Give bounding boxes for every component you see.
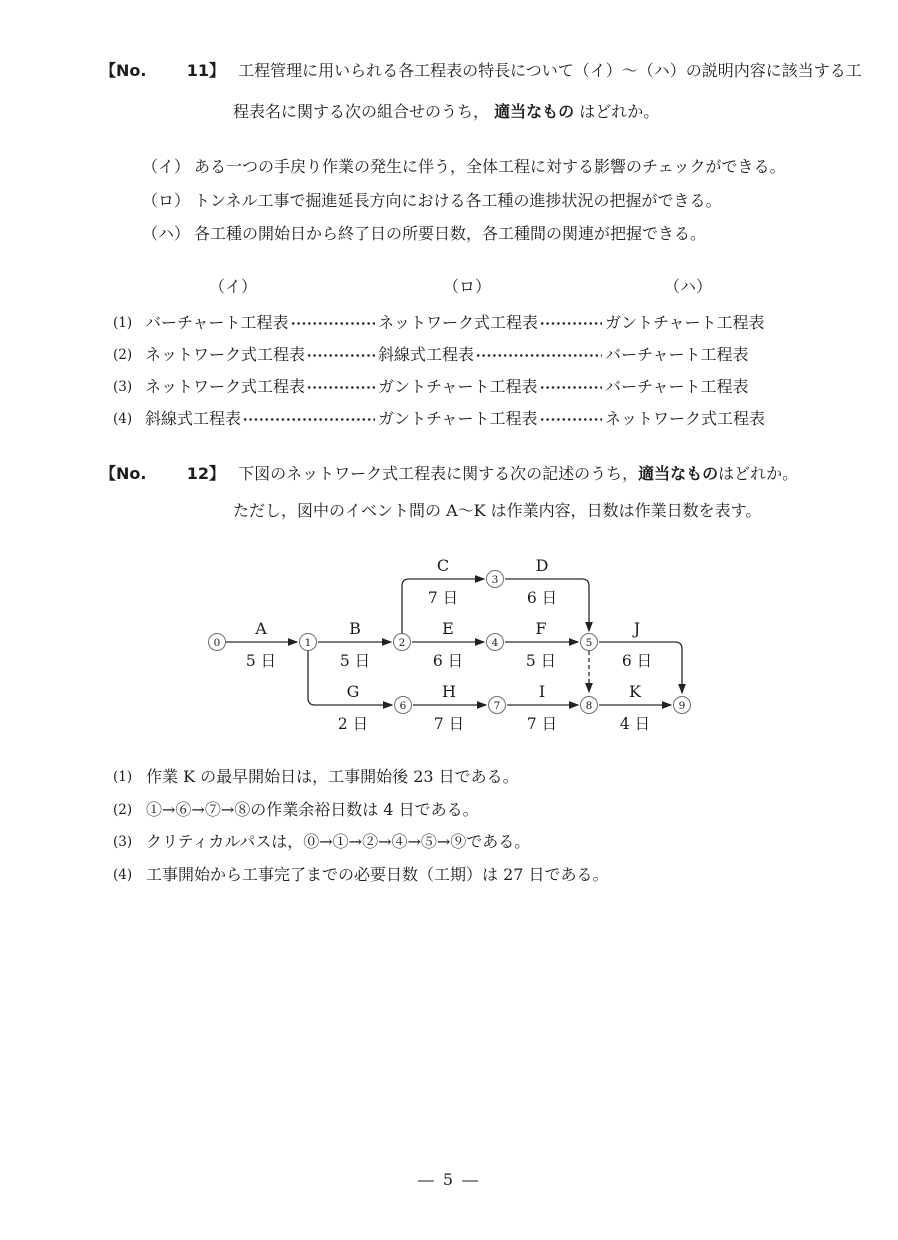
statement-ha-text: 各工種の開始日から終了日の所要日数，各工種間の関連が把握できる。 [194, 224, 707, 243]
q12-statement-3-text: クリティカルパスは，⓪→①→②→④→⑤→⑨である。 [146, 832, 531, 851]
activity-I-duration: 7 日 [526, 715, 558, 733]
activity-A-label: A [255, 619, 267, 638]
question-11-text-line1: 工程管理に用いられる各工程表の特長について（イ）～（ハ）の説明内容に該当する工 [238, 61, 862, 80]
question-11-emphasis: 適当なもの [494, 102, 575, 121]
option-4-number: (4) [113, 411, 133, 427]
activity-G-label: G [346, 682, 360, 701]
option-2-chart-ha: バーチャート工程表 [605, 345, 749, 364]
activity-B-duration: 5 日 [339, 652, 371, 670]
option-2-chart-ro: 斜線式工程表 [378, 345, 475, 364]
dot-leader [307, 352, 375, 359]
activity-D-label: D [535, 556, 549, 575]
activity-B-label: B [349, 619, 361, 638]
question-12-number-prefix: 【No. [100, 464, 147, 483]
column-header-ro: （ロ） [442, 277, 492, 296]
question-12-statements [113, 761, 609, 891]
q12-statement-1-text: 作業 K の最早開始日は，工事開始後 23 日である。 [146, 767, 519, 786]
node-9-label: 9 [678, 700, 686, 712]
column-header-ha: （ハ） [663, 277, 713, 296]
activity-K-duration: 4 日 [619, 715, 651, 733]
node-3-label: 3 [491, 574, 499, 586]
node-8-label: 8 [585, 700, 593, 712]
statement-i-marker: （イ） [142, 157, 191, 176]
q12-statement-4-number: (4) [113, 866, 133, 883]
q12-statement-2 [113, 794, 609, 827]
dot-leader [243, 416, 375, 423]
dot-leader [307, 384, 375, 391]
question-11-text-line2-post: はどれか。 [579, 102, 660, 121]
option-row-3 [113, 371, 775, 403]
question-11-options [113, 272, 775, 435]
option-4-chart-i: 斜線式工程表 [145, 409, 242, 428]
question-11-number [100, 50, 225, 91]
statement-ro-marker: （ロ） [142, 190, 191, 210]
activity-J-label: J [633, 619, 641, 638]
activity-A-duration: 5 日 [245, 652, 277, 670]
option-1-chart-ha: ガントチャート工程表 [605, 313, 765, 332]
question-11-text-line2-pre: 程表名に関する次の組合せのうち， [233, 102, 490, 121]
q12-statement-3 [113, 826, 609, 859]
q12-statement-2-text: ①→⑥→⑦→⑧の作業余裕日数は 4 日である。 [146, 799, 479, 819]
question-11-number-suffix: 11】 [186, 61, 225, 80]
dot-leader [540, 416, 602, 423]
question-11-line1 [100, 50, 862, 91]
dot-leader [540, 384, 602, 391]
option-1-chart-ro: ネットワーク式工程表 [378, 313, 539, 332]
activity-D-duration: 6 日 [526, 589, 558, 607]
option-2-number: (2) [113, 347, 133, 363]
question-11-statements [142, 150, 786, 251]
node-4-label: 4 [491, 637, 499, 649]
activity-C-label: C [436, 556, 450, 575]
activity-I-label: I [538, 682, 546, 701]
activity-H-label: H [442, 682, 456, 701]
question-11-line2 [100, 91, 820, 132]
question-12-emphasis: 適当なもの [638, 464, 719, 483]
option-4-chart-ha: ネットワーク式工程表 [605, 409, 766, 428]
statement-ro-text: トンネル工事で掘進延長方向における各工種の進捗状況の把握ができる。 [194, 190, 722, 210]
statement-i-text: ある一つの手戻り作業の発生に伴う，全体工程に対する影響のチェックができる。 [194, 157, 786, 176]
activity-C-duration: 7 日 [427, 589, 459, 607]
question-12 [100, 455, 820, 529]
question-12-text-post: はどれか。 [718, 464, 799, 483]
q12-statement-3-number: (3) [113, 834, 133, 850]
question-12-line1 [100, 455, 820, 492]
column-header-i: （イ） [208, 277, 258, 296]
question-11-number-prefix: 【No. [100, 61, 147, 80]
q12-statement-1 [113, 761, 609, 794]
option-1-number: (1) [113, 315, 133, 331]
node-2-label: 2 [398, 637, 406, 649]
q12-statement-2-number: (2) [113, 801, 133, 818]
activity-K-label: K [629, 682, 641, 701]
option-row-2 [113, 339, 775, 371]
network-diagram [185, 545, 715, 749]
network-diagram-svg [185, 545, 715, 745]
question-12-text-pre: 下図のネットワーク式工程表に関する次の記述のうち， [238, 464, 639, 483]
node-1-label: 1 [304, 637, 312, 649]
option-3-number: (3) [113, 379, 133, 395]
activity-H-duration: 7 日 [433, 715, 465, 733]
question-12-note: ただし，図中のイベント間の A～K は作業内容，日数は作業日数を表す。 [233, 501, 762, 520]
option-4-chart-ro: ガントチャート工程表 [378, 409, 538, 428]
q12-statement-4-text: 工事開始から工事完了までの必要日数（工期）は 27 日である。 [146, 864, 609, 884]
statement-ha [142, 217, 786, 251]
dot-leader [291, 320, 375, 327]
option-2-chart-i: ネットワーク式工程表 [145, 345, 306, 364]
question-12-number-suffix: 12】 [186, 464, 225, 483]
option-row-4 [113, 403, 775, 435]
statement-ro [142, 184, 786, 218]
node-7-label: 7 [493, 700, 501, 712]
activity-J-duration: 6 日 [621, 652, 653, 670]
q12-statement-4 [113, 859, 609, 892]
option-1-chart-i: バーチャート工程表 [145, 313, 289, 332]
dot-leader [540, 320, 602, 327]
page-number: ― 5 ― [417, 1170, 481, 1189]
question-12-line2 [100, 492, 820, 529]
activity-E-label: E [442, 619, 454, 638]
activity-G-duration: 2 日 [337, 715, 369, 733]
option-3-chart-ro: ガントチャート工程表 [378, 377, 538, 396]
node-6-label: 6 [399, 700, 407, 712]
option-3-chart-ha: バーチャート工程表 [605, 377, 749, 396]
question-11 [100, 50, 862, 132]
statement-i [142, 150, 786, 184]
option-row-1 [113, 307, 775, 339]
node-0-label: 0 [213, 637, 221, 649]
activity-E-duration: 6 日 [432, 652, 464, 670]
option-column-headers [113, 272, 775, 307]
activity-F-label: F [535, 619, 547, 638]
option-3-chart-i: ネットワーク式工程表 [145, 377, 306, 396]
dot-leader [476, 352, 602, 359]
activity-F-duration: 5 日 [525, 652, 557, 670]
node-5-label: 5 [585, 637, 593, 649]
q12-statement-1-number: (1) [113, 769, 133, 785]
question-12-number [100, 455, 225, 492]
statement-ha-marker: （ハ） [142, 224, 191, 243]
